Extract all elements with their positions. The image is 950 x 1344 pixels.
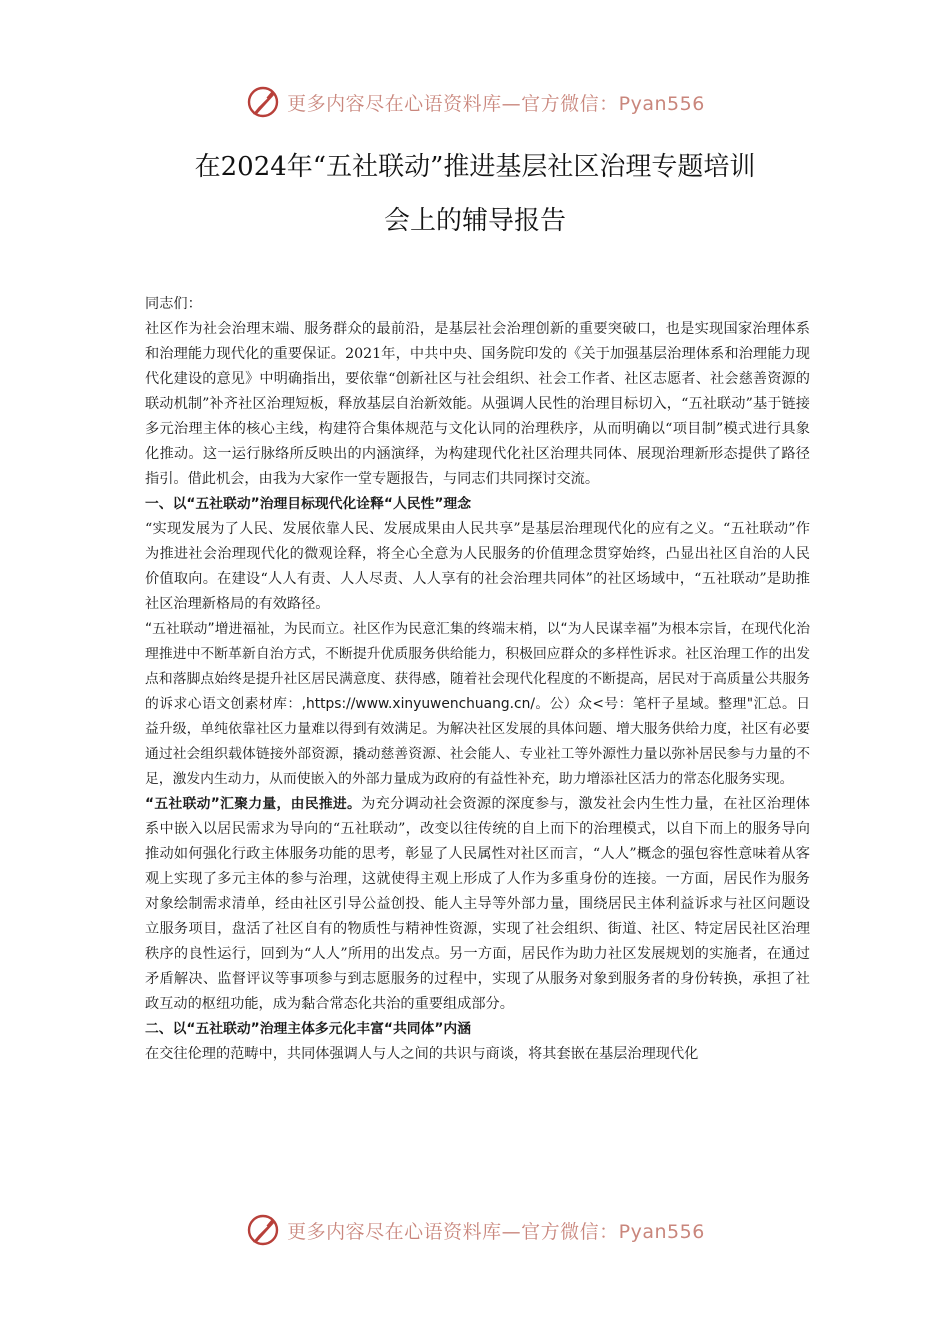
quill-pen-circle-icon [245, 84, 281, 120]
section-heading-1: 一、以“五社联动”治理目标现代化诠释“人民性”理念 [145, 496, 472, 512]
document-body [145, 292, 810, 1067]
watermark-text: 更多内容尽在心语资料库—官方微信：Pyan556 [287, 92, 705, 115]
footer-watermark-banner [0, 1210, 950, 1250]
document-title [100, 140, 850, 248]
paragraph-people-centered: “实现发展为了人民、发展依靠人民、发展成果由人民共享”是基层治理现代化的应有之义。“五社联动”作为推进社会治理现代化的微观诠释，将全心全意为人民服务的价值理念贯穿始终，凸显出社区自治的人民价值取向。在建设“人人有责、人人尽责、人人享有的社会治理共同体”的社区场域中，“五社联动”是助推社区治理新格局的有效路径。 [145, 521, 810, 612]
title-line-1: 在2024年“五社联动”推进基层社区治理专题培训 [194, 152, 756, 182]
section-heading-2: 二、以“五社联动”治理主体多元化丰富“共同体”内涵 [145, 1021, 472, 1037]
salutation: 同志们： [145, 296, 202, 312]
paragraph-community: 在交往伦理的范畴中，共同体强调人与人之间的共识与商谈，将其套嵌在基层治理现代化 [145, 1046, 699, 1062]
paragraph-welfare: “五社联动”增进福祉，为民而立。社区作为民意汇集的终端末梢，以“为人民谋幸福”为根本宗旨，在现代化治理推进中不断革新自治方式，不断提升优质服务供给能力，积极回应群众的多样性诉求。社区治理工作的出发点和落脚点始终是提升社区居民满意度、获得感，随着社会现代化程度的不断提高，居民对于高质量公共服务的诉求心语文创素材库：,https://www.xinyuwenchuang.cn/。公）众<号：笔杆子星域。整理"汇总。日益升级，单纯依靠社区力量难以得到有效满足。为解决社区发展的具体问题、增大服务供给力度，社区有必要通过社会组织载体链接外部资源，撬动慈善资源、社会能人、专业社工等外源性力量以弥补居民参与力量的不足，激发内生动力，从而使嵌入的外部力量成为政府的有益性补充，助力增添社区活力的常态化服务实现。 [145, 621, 810, 787]
paragraph-lead-phrase: “五社联动”汇聚力量，由民推进。 [145, 796, 362, 812]
header-watermark-banner [0, 82, 950, 122]
paragraph-intro: 社区作为社会治理末端、服务群众的最前沿，是基层社会治理创新的重要突破口，也是实现国家治理体系和治理能力现代化的重要保证。2021年，中共中央、国务院印发的《关于加强基层治理体系和治理能力现代化建设的意见》中明确指出，要依靠“创新社区与社会组织、社会工作者、社区志愿者、社会慈善资源的联动机制”补齐社区治理短板，释放基层自治新效能。从强调人民性的治理目标切入，“五社联动”基于链接多元治理主体的核心主线，构建符合集体规范与文化认同的治理秩序，从而明确以“项目制”模式进行具象化推动。这一运行脉络所反映出的内涵演绎，为构建现代化社区治理共同体、展现治理新形态提供了路径指引。借此机会，由我为大家作一堂专题报告，与同志们共同探讨交流。 [145, 321, 810, 487]
paragraph-gather-strength [145, 792, 810, 1017]
title-line-2: 会上的辅导报告 [383, 206, 566, 236]
paragraph-body: 为充分调动社会资源的深度参与，激发社会内生性力量，在社区治理体系中嵌入以居民需求为导向的“五社联动”，改变以往传统的自上而下的治理模式，以自下而上的服务导向推动如何强化行政主体服务功能的思考，彰显了人民属性对社区而言，“人人”概念的强包容性意味着从客观上实现了多元主体的参与治理，这就使得主观上形成了人作为多重身份的连接。一方面，居民作为服务对象绘制需求清单，经由社区引导公益创投、能人主导等外部力量，围绕居民主体利益诉求与社区问题设立服务项目，盘活了社区自有的物质性与精神性资源，实现了社会组织、街道、社区、特定居民社区治理秩序的良性运行，回到为“人人”所用的出发点。另一方面，居民作为助力社区发展规划的实施者，在通过矛盾解决、监督评议等事项参与到志愿服务的过程中，实现了从服务对象到服务者的身份转换，承担了社政互动的枢纽功能，成为黏合常态化共治的重要组成部分。 [145, 796, 810, 1012]
quill-pen-circle-icon [245, 1212, 281, 1248]
watermark-text: 更多内容尽在心语资料库—官方微信：Pyan556 [287, 1220, 705, 1243]
